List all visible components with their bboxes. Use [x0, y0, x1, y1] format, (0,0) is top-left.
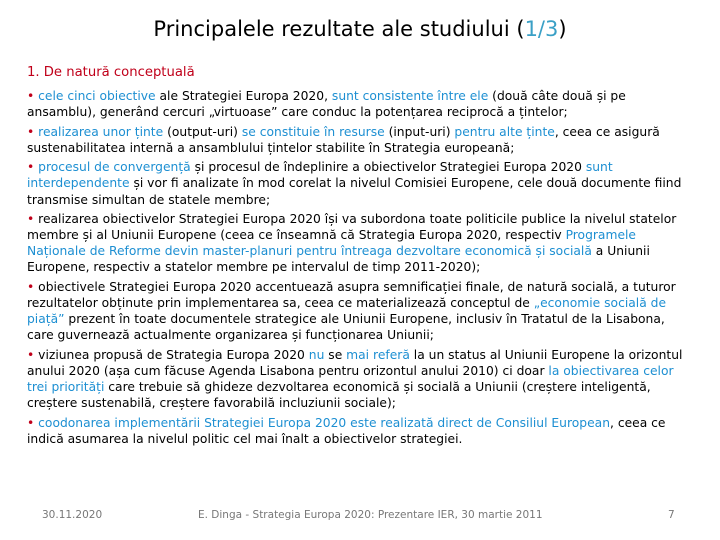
bullet-text: , ceea ce asigură sustenabilitatea internă a ansamblului țintelor stabilite în Strategia europeană;	[27, 124, 660, 155]
bullet-text: și procesul de îndeplinire a obiectivelor Strategiei Europa 2020	[190, 160, 586, 175]
bullet-text: pentru alte ținte	[454, 124, 555, 139]
bullet-text: nu	[308, 347, 325, 362]
bullet-marker: •	[27, 347, 39, 362]
bullet-text: realizarea unor ținte	[38, 124, 164, 139]
bullet-text: , ceea ce indică asumarea la nivelul politic cel mai înalt a obiectivelor strategiei.	[27, 415, 666, 446]
bullet-text: prezent în toate documentele strategice ale Uniunii Europene, inclusiv în Tratatul de la Lisabona, care guvernează actualmente organizarea și funcționarea Uniunii;	[27, 312, 665, 343]
footer-date: 30.11.2020	[42, 509, 103, 521]
slide-title	[0, 17, 720, 41]
bullet-text: „economie socială de piață”	[27, 296, 667, 327]
bullet-text: (două câte două și pe ansamblu), generând cercuri „virtuoase” care conduc la potențarea reciprocă a țintelor;	[27, 89, 626, 120]
bullet-text: procesul de convergență	[38, 160, 191, 175]
bullet-text: Programele Naționale de Reforme devin master-planuri pentru întreaga dezvoltare economică și socială	[27, 228, 636, 259]
section-heading: 1. De natură conceptuală	[27, 65, 195, 80]
footer-caption: E. Dinga - Strategia Europa 2020: Prezentare IER, 30 martie 2011	[198, 509, 543, 521]
bullet-text: cele cinci obiective	[38, 89, 156, 103]
bullet-item	[27, 124, 695, 156]
bullet-text: la un status al Uniunii Europene la orizontul anului 2020 (așa cum făcuse Agenda Lisabona pentru orizontul anului 2010) ci doar	[27, 347, 683, 378]
bullet-text: referă	[373, 347, 410, 362]
bullet-marker: •	[27, 160, 39, 175]
bullet-marker: •	[27, 280, 39, 295]
bullet-list	[27, 88, 695, 450]
bullet-item	[27, 415, 695, 447]
page-number: 7	[668, 509, 675, 521]
bullet-text: (output-uri)	[163, 124, 242, 139]
bullet-text: și vor fi analizate în mod corelat la nivelul Comisiei Europene, cele două documente fiind transmise simultan de statele membre;	[27, 176, 682, 207]
bullet-marker: •	[27, 212, 39, 227]
bullet-text: sunt consistente între ele	[331, 89, 489, 103]
bullet-item	[27, 88, 695, 120]
title-fraction: 1/3	[524, 17, 559, 41]
bullet-item	[27, 211, 695, 275]
bullet-marker: •	[27, 89, 39, 103]
bullet-text: la obiectivarea celor trei priorități	[27, 364, 674, 395]
bullet-text: se	[324, 347, 347, 362]
bullet-text: ale Strategiei Europa 2020,	[155, 89, 332, 103]
bullet-text: se constituie în resurse	[241, 124, 385, 139]
bullet-text: (input-uri)	[384, 124, 455, 139]
bullet-text: care trebuie să ghideze dezvoltarea economică și socială a Uniunii (creștere inteligentă, creștere sustenabilă, creștere favorabilă incluziunii sociale);	[27, 380, 651, 411]
bullet-text: realizarea obiectivelor Strategiei Europa 2020 își va subordona toate politicile publice la nivelul statelor membre și al Uniunii Europene (ceea ce înseamnă că Strategia Europa 2020, respectiv	[27, 212, 677, 243]
bullet-item	[27, 279, 695, 343]
bullet-item	[27, 159, 695, 207]
bullet-text: a Uniunii Europene, respectiv a statelor membre pe intervalul de timp 2011-2020);	[27, 244, 650, 275]
title-text: Principalele rezultate ale studiului (	[153, 17, 525, 41]
bullet-text: mai	[346, 347, 370, 362]
bullet-text: sunt interdependente	[27, 160, 613, 191]
bullet-marker: •	[27, 124, 39, 139]
bullet-text: viziunea propusă de Strategia Europa 2020	[38, 347, 309, 362]
bullet-text: obiectivele Strategiei Europa 2020 accentuează asupra semnificației finale, de natură socială, a tuturor rezultatelor obținute prin implementarea sa, ceea ce materializează conceptul de	[27, 280, 676, 311]
bullet-item	[27, 347, 695, 411]
bullet-text: coodonarea implementării Strategiei Europa 2020 este realizată direct de Consiliul European	[38, 415, 610, 430]
bullet-marker: •	[27, 415, 39, 430]
title-close: )	[558, 17, 567, 41]
